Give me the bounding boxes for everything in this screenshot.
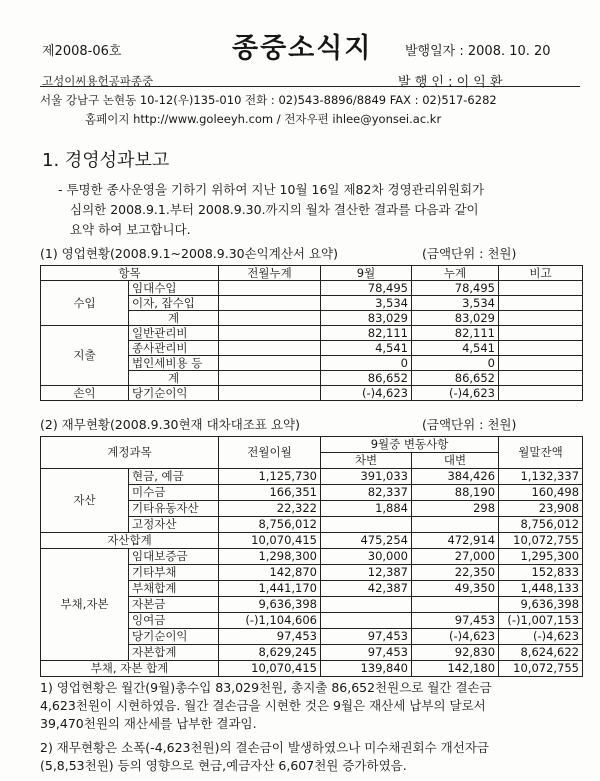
value-cell xyxy=(412,517,499,533)
category-cell: 부채,자본 xyxy=(41,549,129,661)
value-cell: 10,070,415 xyxy=(219,661,321,677)
value-cell: 3,534 xyxy=(412,296,499,311)
value-cell: 4,541 xyxy=(321,341,412,356)
value-cell: 82,337 xyxy=(321,485,412,501)
value-cell: 97,453 xyxy=(219,629,321,645)
table-row xyxy=(41,326,583,341)
item-cell: 기타부채 xyxy=(129,565,219,581)
note-line: 2) 재무현황은 소폭(-4,623천원)의 결손금이 발생하였으나 미수채권회수 개선자금 xyxy=(40,740,489,755)
value-cell: 86,652 xyxy=(412,371,499,386)
value-cell: 1,132,337 xyxy=(499,469,583,485)
value-cell: 88,190 xyxy=(412,485,499,501)
note-line: (5,8,53천원) 등의 영향으로 현금,예금자산 6,607천원 증가하였음. xyxy=(40,758,407,773)
issue-number: 제2008-06호 xyxy=(42,44,122,59)
item-cell: 잉여금 xyxy=(129,613,219,629)
item-cell: 부채합계 xyxy=(129,581,219,597)
header-account: 계정과목 xyxy=(41,437,219,469)
value-cell xyxy=(321,597,412,613)
item-cell: 계 xyxy=(129,371,219,386)
category-cell: 지출 xyxy=(41,326,129,386)
intro-paragraph xyxy=(58,180,484,240)
value-cell: 10,072,755 xyxy=(499,661,583,677)
value-cell: 78,495 xyxy=(321,281,412,296)
item-cell: 당기순이익 xyxy=(129,386,219,401)
value-cell xyxy=(219,281,321,296)
value-cell: 27,000 xyxy=(412,549,499,565)
total-label-cell: 자산합계 xyxy=(41,533,219,549)
table-header-row xyxy=(41,437,583,453)
note-cell xyxy=(499,341,583,356)
value-cell: 83,029 xyxy=(412,311,499,326)
issue-date: 발행일자 : 2008. 10. 20 xyxy=(405,44,551,59)
header-divider xyxy=(40,86,580,87)
value-cell: 1,884 xyxy=(321,501,412,517)
item-cell: 계 xyxy=(129,311,219,326)
value-cell: 86,652 xyxy=(321,371,412,386)
note-line: 39,470천원의 재산세를 납부한 결과임. xyxy=(40,716,257,731)
value-cell: 97,453 xyxy=(321,629,412,645)
value-cell: 142,180 xyxy=(412,661,499,677)
item-cell: 당기순이익 xyxy=(129,629,219,645)
value-cell: 166,351 xyxy=(219,485,321,501)
intro-line: - 투명한 종사운영을 기하기 위하여 지난 10월 16일 제82차 경영관리위원회가 xyxy=(58,182,485,197)
table-row xyxy=(41,386,583,401)
table-row xyxy=(41,549,583,565)
category-cell: 수입 xyxy=(41,281,129,326)
header-credit: 대변 xyxy=(412,453,499,469)
value-cell: 97,453 xyxy=(321,645,412,661)
value-cell: 9,636,398 xyxy=(499,597,583,613)
value-cell: 83,029 xyxy=(321,311,412,326)
value-cell: (-)1,104,606 xyxy=(219,613,321,629)
header-month: 9월 xyxy=(321,266,412,281)
value-cell xyxy=(219,296,321,311)
header-total: 누계 xyxy=(412,266,499,281)
value-cell: 9,636,398 xyxy=(219,597,321,613)
value-cell: 8,756,012 xyxy=(499,517,583,533)
value-cell: 1,441,170 xyxy=(219,581,321,597)
section-title: 1. 경영성과보고 xyxy=(42,150,170,171)
value-cell: 0 xyxy=(321,356,412,371)
value-cell: 8,629,245 xyxy=(219,645,321,661)
balance-table xyxy=(40,436,583,677)
value-cell xyxy=(321,613,412,629)
value-cell: 30,000 xyxy=(321,549,412,565)
value-cell xyxy=(219,371,321,386)
value-cell xyxy=(412,597,499,613)
value-cell: (-)1,007,153 xyxy=(499,613,583,629)
intro-line: 요약 하여 보고합니다. xyxy=(70,222,191,237)
item-cell: 고정자산 xyxy=(129,517,219,533)
value-cell xyxy=(219,386,321,401)
note-cell xyxy=(499,371,583,386)
item-cell: 일반관리비 xyxy=(129,326,219,341)
balance-subtitle: (2) 재무현황(2008.9.30현재 대차대조표 요약) xyxy=(40,417,300,432)
category-cell: 손익 xyxy=(41,386,129,401)
header-end: 월말잔액 xyxy=(499,437,583,469)
header-note: 비고 xyxy=(499,266,583,281)
value-cell: 0 xyxy=(412,356,499,371)
note-line: 1) 영업현황은 월간(9월)총수입 83,029천원, 총지출 86,652천원으로 월간 결손금 xyxy=(40,680,492,695)
value-cell xyxy=(219,356,321,371)
value-cell: 1,298,300 xyxy=(219,549,321,565)
note-line: 4,623천원이 시현하였음. 월간 결손금을 시현한 것은 9월은 재산세 납부의 달로서 xyxy=(40,698,486,713)
value-cell: 4,541 xyxy=(412,341,499,356)
value-cell: 12,387 xyxy=(321,565,412,581)
header-debit: 차변 xyxy=(321,453,412,469)
item-cell: 미수금 xyxy=(129,485,219,501)
income-table xyxy=(40,265,583,401)
value-cell: 78,495 xyxy=(412,281,499,296)
note-cell xyxy=(499,281,583,296)
note-cell xyxy=(499,296,583,311)
note-cell xyxy=(499,386,583,401)
value-cell: (-)4,623 xyxy=(321,386,412,401)
note-cell xyxy=(499,326,583,341)
item-cell: 자본금 xyxy=(129,597,219,613)
table-row xyxy=(41,469,583,485)
address-line: 서울 강남구 논현동 10-12(우)135-010 전화 : 02)543-8896/8849 FAX : 02)517-6282 xyxy=(40,93,497,107)
header-item: 항목 xyxy=(41,266,219,281)
header-prev: 전월이월 xyxy=(219,437,321,469)
value-cell: 49,350 xyxy=(412,581,499,597)
income-subtitle: (1) 영업현황(2008.9.1~2008.9.30손익계산서 요약) xyxy=(40,246,338,261)
category-cell: 자산 xyxy=(41,469,129,533)
value-cell: 472,914 xyxy=(412,533,499,549)
value-cell: 8,756,012 xyxy=(219,517,321,533)
value-cell xyxy=(219,341,321,356)
value-cell: 475,254 xyxy=(321,533,412,549)
header-prev-total: 전월누계 xyxy=(219,266,321,281)
table-row xyxy=(41,533,583,549)
value-cell xyxy=(321,517,412,533)
value-cell: 42,387 xyxy=(321,581,412,597)
item-cell: 종사관리비 xyxy=(129,341,219,356)
note-cell xyxy=(499,311,583,326)
item-cell: 임대수입 xyxy=(129,281,219,296)
publisher: 발 행 인 : 이 익 환 xyxy=(398,75,503,90)
value-cell: 142,870 xyxy=(219,565,321,581)
value-cell: 160,498 xyxy=(499,485,583,501)
homepage-line: 홈페이지 http://www.goleeyh.com / 전자우편 ihlee@yonsei.ac.kr xyxy=(85,112,442,126)
note-cell xyxy=(499,356,583,371)
income-unit: (금액단위 : 천원) xyxy=(422,246,517,261)
total-label-cell: 부채, 자본 합계 xyxy=(41,661,219,677)
value-cell: 1,448,133 xyxy=(499,581,583,597)
value-cell: 298 xyxy=(412,501,499,517)
header-change: 9월중 변동사항 xyxy=(321,437,499,453)
value-cell: (-)4,623 xyxy=(412,629,499,645)
value-cell: 152,833 xyxy=(499,565,583,581)
value-cell: 384,426 xyxy=(412,469,499,485)
value-cell: 1,125,730 xyxy=(219,469,321,485)
table-header-row xyxy=(41,266,583,281)
value-cell: 97,453 xyxy=(412,613,499,629)
value-cell: 92,830 xyxy=(412,645,499,661)
value-cell: 23,908 xyxy=(499,501,583,517)
item-cell: 자본합계 xyxy=(129,645,219,661)
table-row xyxy=(41,661,583,677)
value-cell: 22,350 xyxy=(412,565,499,581)
value-cell: 3,534 xyxy=(321,296,412,311)
value-cell: (-)4,623 xyxy=(499,629,583,645)
value-cell: 22,322 xyxy=(219,501,321,517)
value-cell: 139,840 xyxy=(321,661,412,677)
value-cell: (-)4,623 xyxy=(412,386,499,401)
item-cell: 현금, 예금 xyxy=(129,469,219,485)
table-row xyxy=(41,281,583,296)
clan-name: 고성이씨용헌공파종중 xyxy=(42,74,154,88)
value-cell: 10,072,755 xyxy=(499,533,583,549)
newsletter-title: 종중소식지 xyxy=(232,33,373,64)
value-cell: 10,070,415 xyxy=(219,533,321,549)
value-cell: 1,295,300 xyxy=(499,549,583,565)
value-cell: 391,033 xyxy=(321,469,412,485)
value-cell xyxy=(219,311,321,326)
intro-line: 심의한 2008.9.1.부터 2008.9.30.까지의 월차 결산한 결과를 다음과 같이 xyxy=(70,202,479,217)
value-cell: 82,111 xyxy=(412,326,499,341)
value-cell: 8,624,622 xyxy=(499,645,583,661)
item-cell: 기타유동자산 xyxy=(129,501,219,517)
balance-unit: (금액단위 : 천원) xyxy=(422,417,517,432)
value-cell xyxy=(219,326,321,341)
item-cell: 법인세비용 등 xyxy=(129,356,219,371)
value-cell: 82,111 xyxy=(321,326,412,341)
item-cell: 이자, 잡수입 xyxy=(129,296,219,311)
item-cell: 임대보증금 xyxy=(129,549,219,565)
